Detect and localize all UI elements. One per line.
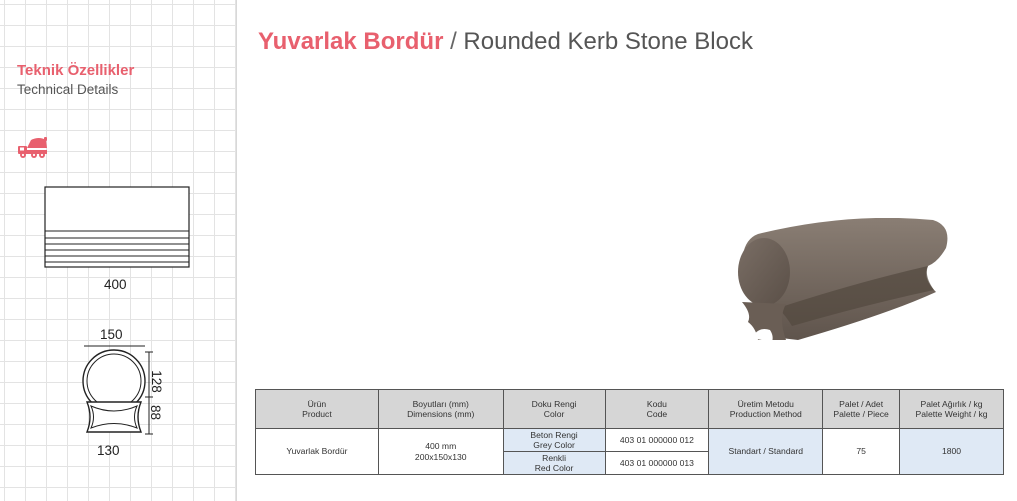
technical-details-panel bbox=[0, 0, 237, 501]
title-en: Rounded Kerb Stone Block bbox=[463, 28, 753, 55]
header-method: Üretim Metodu Production Method bbox=[709, 390, 823, 429]
length-dimension-label: 400 bbox=[104, 277, 127, 292]
bottom-width-dimension-label: 130 bbox=[97, 443, 120, 458]
spec-table bbox=[255, 389, 1004, 475]
cell-color-grey: Beton Rengi Grey Color bbox=[503, 429, 605, 452]
header-product: Ürün Product bbox=[256, 390, 379, 429]
title-separator: / bbox=[443, 28, 464, 55]
header-pieces: Palet / Adet Palette / Piece bbox=[823, 390, 900, 429]
header-color: Doku Rengi Color bbox=[503, 390, 605, 429]
cell-color-red: Renkli Red Color bbox=[503, 452, 605, 475]
cell-pieces: 75 bbox=[823, 429, 900, 475]
header-code: Kodu Code bbox=[605, 390, 709, 429]
cell-code-grey: 403 01 000000 012 bbox=[605, 429, 709, 452]
technical-details-heading-tr: Teknik Özellikler bbox=[17, 62, 135, 79]
header-weight: Palet Ağırlık / kg Palette Weight / kg bbox=[900, 390, 1004, 429]
header-dimensions: Boyutları (mm) Dimensions (mm) bbox=[378, 390, 503, 429]
cell-method: Standart / Standard bbox=[709, 429, 823, 475]
cell-weight: 1800 bbox=[900, 429, 1004, 475]
table-row bbox=[256, 429, 1004, 452]
round-height-dimension-label: 128 bbox=[148, 370, 164, 393]
kerb-stone-product-image bbox=[728, 218, 954, 350]
concrete-mixer-truck-icon bbox=[17, 134, 51, 160]
front-view-drawing bbox=[44, 186, 190, 268]
cell-dimensions: 400 mm 200x150x130 bbox=[378, 429, 503, 475]
cell-code-red: 403 01 000000 013 bbox=[605, 452, 709, 475]
page-title bbox=[258, 28, 753, 56]
top-width-dimension-label: 150 bbox=[100, 327, 123, 342]
base-height-dimension-label: 88 bbox=[148, 404, 164, 421]
table-header-row bbox=[256, 390, 1004, 429]
title-tr: Yuvarlak Bordür bbox=[258, 28, 444, 55]
cell-product: Yuvarlak Bordür bbox=[256, 429, 379, 475]
technical-details-heading-en: Technical Details bbox=[17, 82, 119, 97]
